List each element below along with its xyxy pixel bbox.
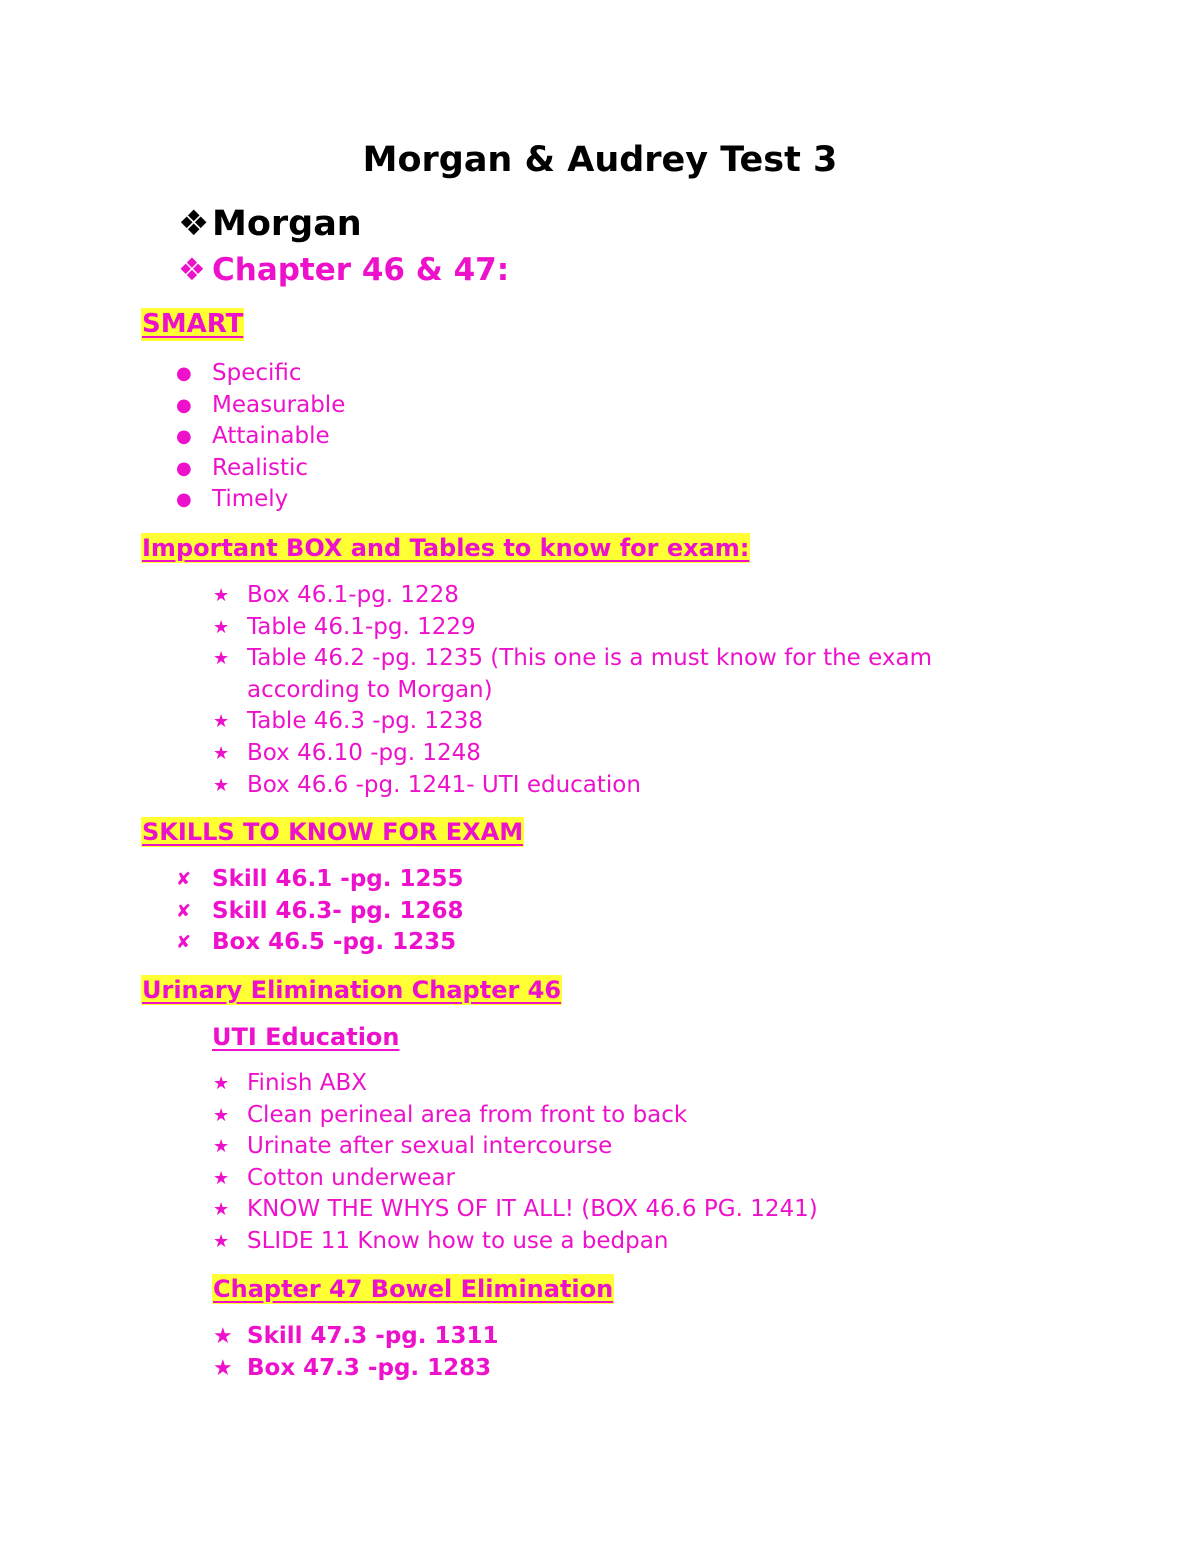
list-item: ★ Box 46.6 -pg. 1241- UTI education [247,770,967,802]
list-item: ● Attainable [212,421,345,453]
list-item: ★ Skill 47.3 -pg. 1311 [247,1321,499,1353]
list-item: ★ Table 46.2 -pg. 1235 (This one is a must know for the exam according to Morgan) [213,645,932,703]
chapter-heading-text: Chapter 46 & 47: [212,252,510,288]
diamond-icon: ❖ [178,204,210,244]
bullet-icon: ● [176,363,192,384]
bowel-list [213,1321,499,1384]
list-item: ★ Table 46.3 -pg. 1238 [247,706,967,738]
list-item: ★ Urinate after sexual intercourse [247,1131,967,1163]
uti-list [213,1068,967,1258]
list-item: ● Specific [212,358,345,390]
list-item: ★ Cotton underwear [247,1163,967,1195]
list-item: ★ Box 47.3 -pg. 1283 [247,1353,499,1385]
skills-heading: SKILLS TO KNOW FOR EXAM [142,818,524,846]
cross-icon: ✘ [176,869,192,890]
boxes-list [213,580,967,801]
list-item: ● Measurable [212,390,345,422]
uti-subheading: UTI Education [212,1023,400,1051]
star-icon: ★ [213,1104,230,1126]
smart-list [176,358,346,516]
smart-heading: SMART [142,309,244,339]
person-heading-text: Morgan [212,204,362,244]
list-item: ★ KNOW THE WHYS OF IT ALL! (BOX 46.6 PG. 1241) [247,1194,967,1226]
bullet-icon: ● [176,457,192,479]
skills-list [176,864,464,959]
diamond-icon: ❖ [178,252,206,288]
list-item: ● Timely [212,484,345,516]
star-icon: ★ [213,742,230,764]
star-icon: ★ [213,711,230,733]
person-heading [178,204,362,244]
list-item: ✘ Box 46.5 -pg. 1235 [212,927,464,959]
bullet-icon: ● [176,426,192,448]
list-item: ✘ Skill 46.3- pg. 1268 [212,896,464,928]
cross-icon: ✘ [176,900,192,922]
bowel-heading: Chapter 47 Bowel Elimination [213,1275,614,1303]
cross-icon: ✘ [176,932,192,954]
star-icon: ★ [213,1355,233,1381]
list-item: ● Realistic [212,453,345,485]
star-icon: ★ [213,585,230,606]
list-item: ★ Box 46.1-pg. 1228 [247,580,967,612]
urinary-heading: Urinary Elimination Chapter 46 [142,976,562,1004]
star-icon: ★ [213,648,230,670]
bullet-icon: ● [176,489,192,511]
page-title: Morgan & Audrey Test 3 [362,140,838,180]
list-item: ★ Clean perineal area from front to back [247,1100,967,1132]
star-icon: ★ [213,1324,233,1349]
list-item: ★ Finish ABX [247,1068,967,1100]
list-item: ★ SLIDE 11 Know how to use a bedpan [247,1226,967,1258]
star-icon: ★ [213,1136,230,1158]
list-item: ★ Table 46.1-pg. 1229 [247,612,967,644]
star-icon: ★ [213,1167,230,1189]
boxes-heading: Important BOX and Tables to know for exam: [142,534,750,562]
bullet-icon: ● [176,394,192,416]
list-item: ✘ Skill 46.1 -pg. 1255 [212,864,464,896]
list-item: ★ Box 46.10 -pg. 1248 [247,738,967,770]
star-icon: ★ [213,1230,230,1252]
chapter-heading [178,252,510,288]
star-icon: ★ [213,1199,230,1221]
star-icon: ★ [213,616,230,638]
star-icon: ★ [213,1073,230,1094]
star-icon: ★ [213,774,230,796]
